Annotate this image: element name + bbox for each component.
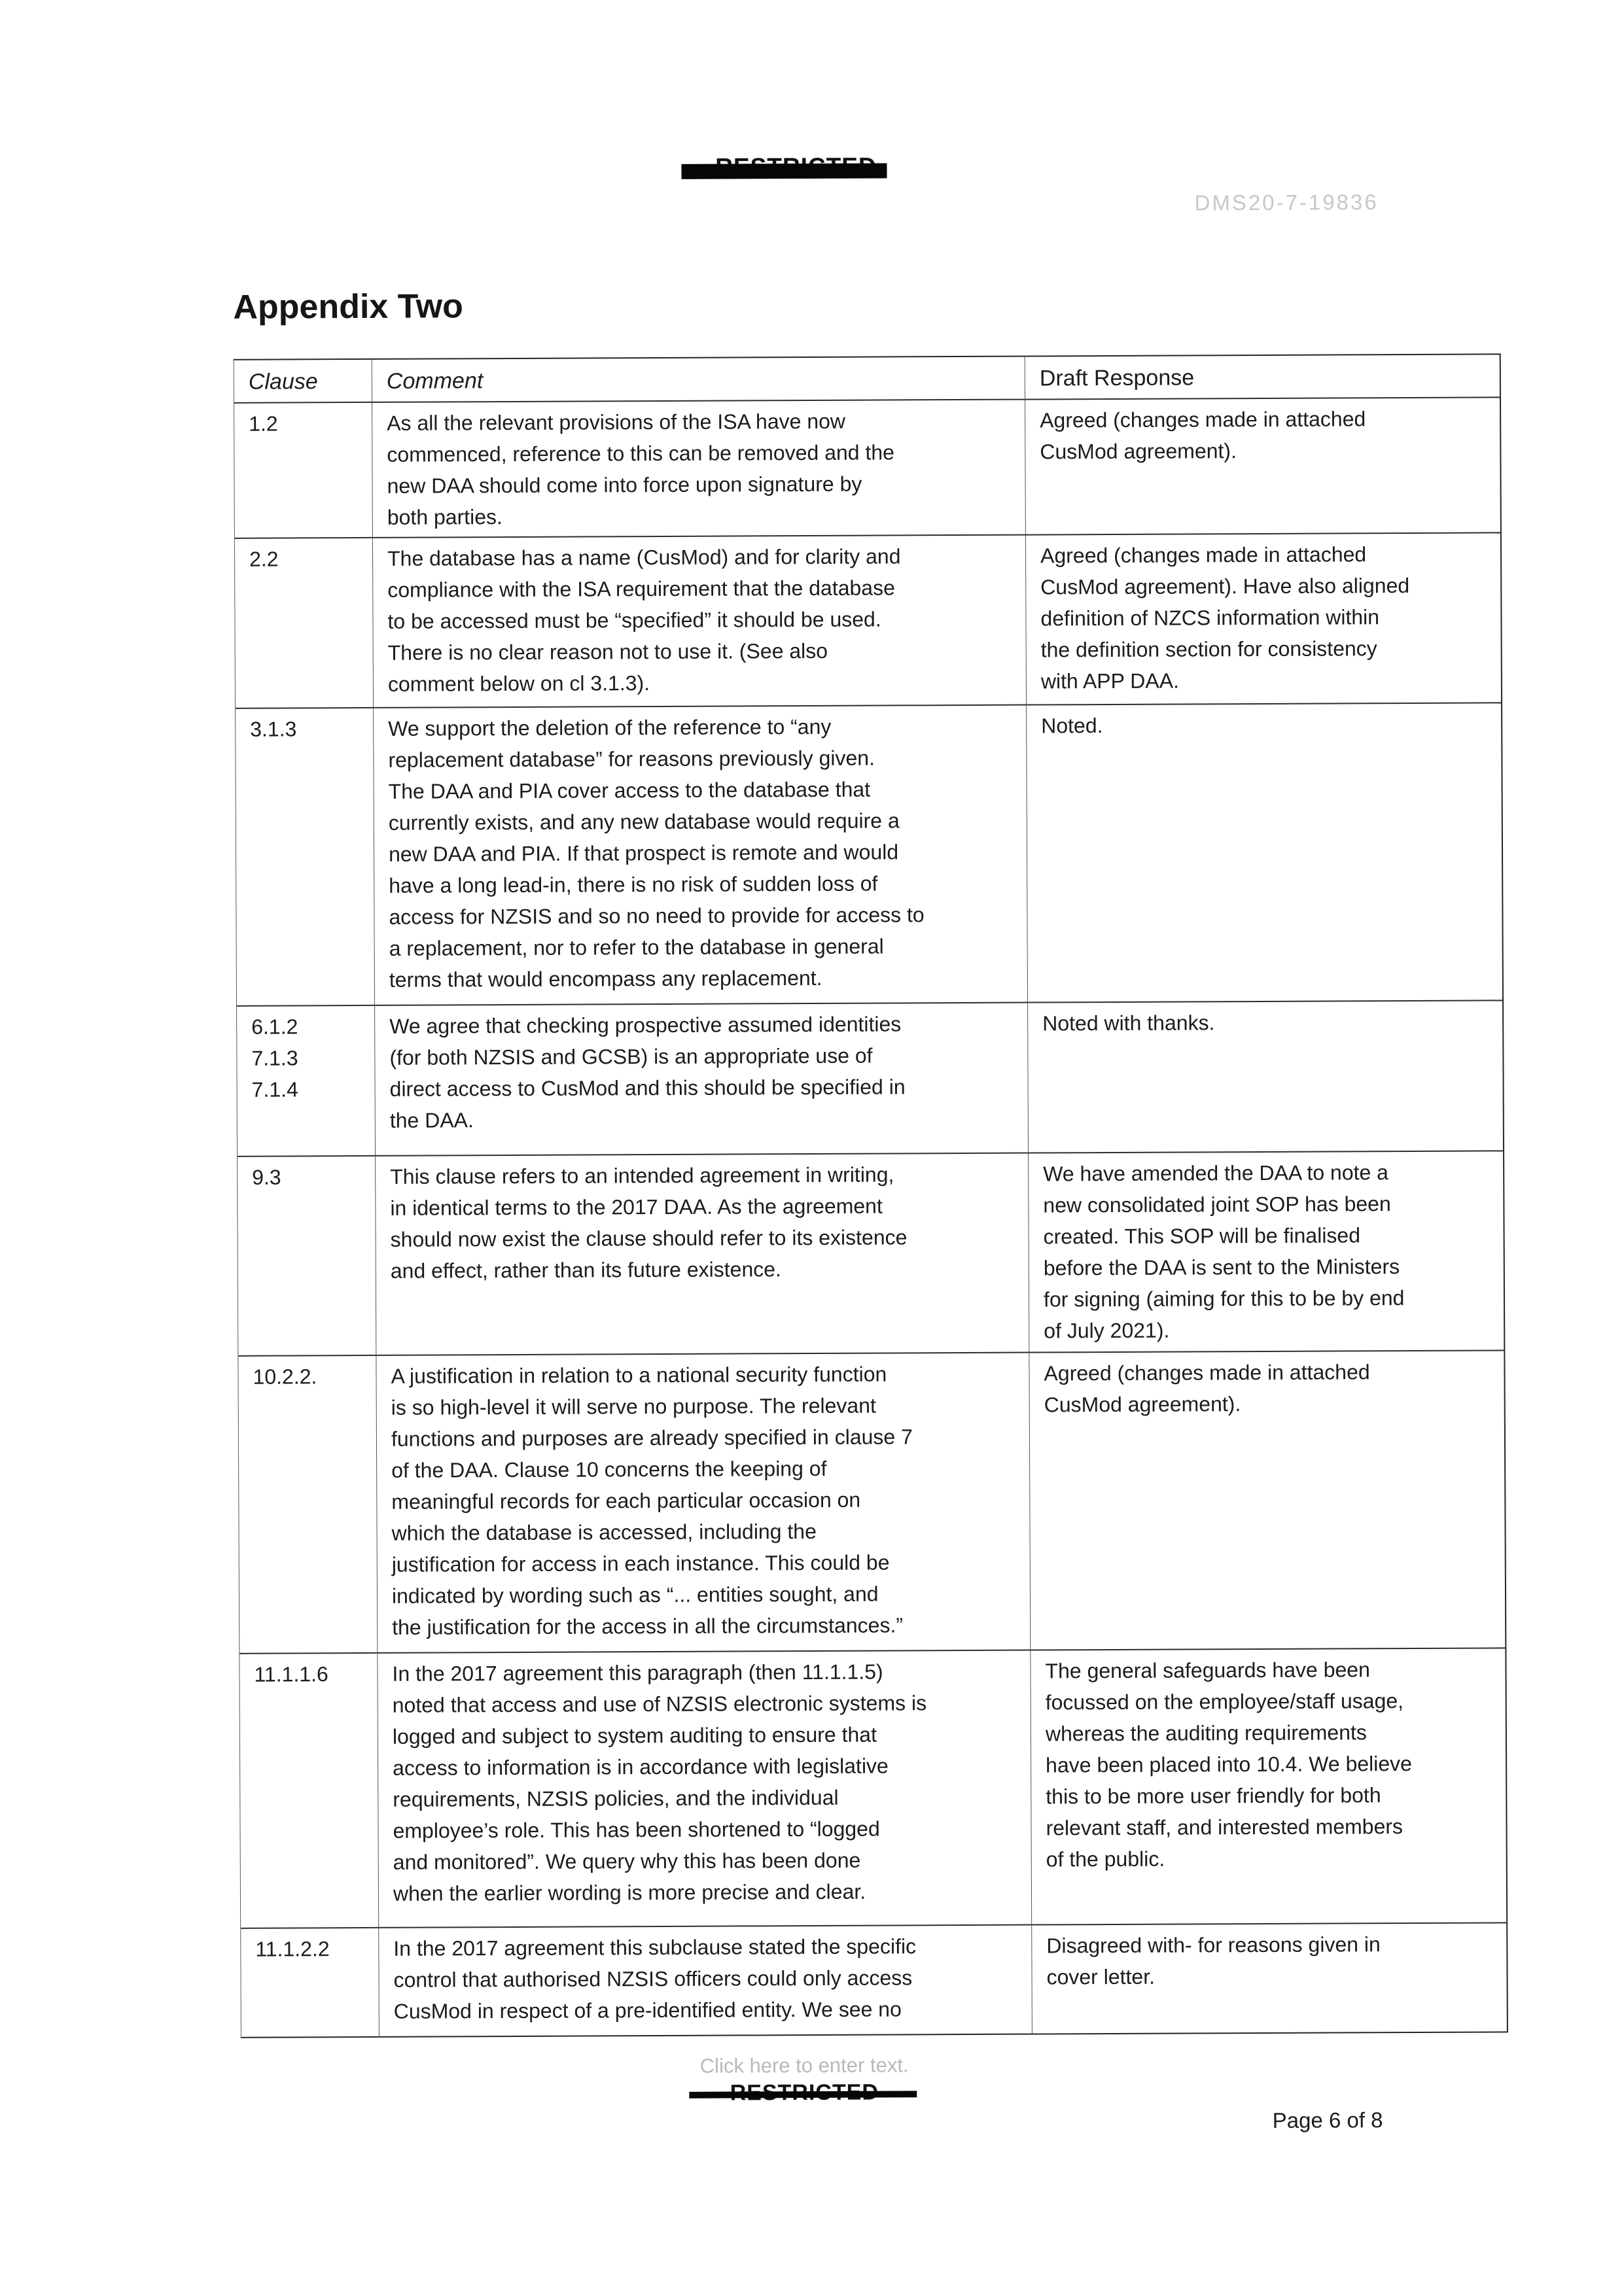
comment-cell: The database has a name (CusMod) and for clarity and compliance with the ISA requirement that the database to be accessed must be “specified” it should be used. There is no clear reason not to use it. (See also comment below on cl 3.1.3). [373, 536, 1027, 708]
restricted-marking-top [715, 153, 877, 181]
redaction-bar-bottom [690, 2091, 917, 2098]
clause-cell: 3.1.3 [236, 708, 375, 1007]
comment-cell: We agree that checking prospective assumed identities (for both NZSIS and GCSB) is an appropriate use of direct access to CusMod and this should be specified in the DAA. [375, 1003, 1029, 1157]
column-header-clause: Clause [234, 360, 372, 404]
response-cell: Noted. [1027, 703, 1502, 1003]
clause-cell: 10.2.2. [238, 1356, 378, 1654]
clause-cell: 11.1.2.2 [241, 1928, 380, 2037]
comment-cell: In the 2017 agreement this subclause stated the specific control that authorised NZSIS officers could only access CusMod in respect of a pre-identified entity. We see no [379, 1926, 1033, 2036]
comment-cell: This clause refers to an intended agreement in writing, in identical terms to the 2017 DAA. As the agreement should now exist the clause should refer to its existence and effect, rather than its future existence. [376, 1154, 1029, 1356]
column-header-comment: Comment [372, 357, 1025, 403]
page-number: Page 6 of 8 [1272, 2108, 1383, 2132]
comment-cell: A justification in relation to a national security function is so high-level it will serve no purpose. The relevant functions and purposes are already specified in clause 7 of the DAA. Clause 10 concerns the keeping of meaningful records for each particular occasion on which the database is accessed, including the justification for access in each instance. This could be indicated by wording such as “... entities sought, and the justification for the access in all the circumstances.” [376, 1353, 1031, 1654]
comment-cell: In the 2017 agreement this paragraph (then 11.1.1.5) noted that access and use of NZSIS electronic systems is logged and subject to system auditing to ensure that access to information is in accordance with legislative requirements, NZSIS policies, and the individual employee’s role. This has been shortened to “logged and monitored”. We query why this has been done when the earlier wording is more precise and clear. [378, 1651, 1032, 1928]
clause-cell: 1.2 [234, 403, 373, 539]
column-header-draft-response: Draft Response [1025, 355, 1500, 400]
clause-cell: 9.3 [238, 1157, 376, 1357]
enter-text-placeholder: Click here to enter text. [699, 2053, 909, 2078]
clause-cell: 11.1.1.6 [239, 1654, 379, 1929]
restricted-marking-bottom [730, 2080, 879, 2106]
response-cell: Agreed (changes made in attached CusMod agreement). Have also aligned definition of NZCS information within the definition section for consistency with APP DAA. [1026, 533, 1501, 705]
classification-header [0, 150, 1597, 184]
comment-cell: We support the deletion of the reference to “any replacement database” for reasons previously given. The DAA and PIA cover access to the database that currently exists, and any new database would require a new DAA and PIA. If that prospect is remote and would have a long lead-in, there is no risk of sudden loss of access for NZSIS and so no need to provide for access to a replacement, nor to refer to the database in general terms that would encompass any replacement. [374, 706, 1028, 1006]
response-cell: We have amended the DAA to note a new consolidated joint SOP has been created. This SOP will be finalised before the DAA is sent to the Ministers for signing (aiming for this to be by end of July 2021). [1029, 1151, 1504, 1353]
redaction-bar-top [681, 163, 887, 179]
response-cell: Disagreed with- for reasons given in cover letter. [1046, 1932, 1381, 1989]
clause-cell: 6.1.2 7.1.3 7.1.4 [237, 1006, 376, 1157]
document-reference-number: DMS20-7-19836 [1194, 190, 1379, 215]
page-title: Appendix Two [233, 287, 463, 326]
comment-cell: As all the relevant provisions of the ISA have now commenced, reference to this can be removed and the new DAA should come into force upon signature by both parties. [372, 400, 1026, 538]
response-cell: Noted with thanks. [1028, 1001, 1503, 1153]
classification-footer [0, 2077, 1616, 2110]
response-cell: The general safeguards have been focussed on the employee/staff usage, whereas the auditing requirements have been placed into 10.4. We believe this to be more user friendly for both relevant staff, and interested members of the public. [1031, 1648, 1506, 1925]
comments-table [234, 353, 1508, 2038]
response-cell: Agreed (changes made in attached CusMod agreement). [1025, 398, 1500, 535]
clause-cell: 2.2 [235, 538, 374, 709]
response-cell: Agreed (changes made in attached CusMod agreement). [1029, 1351, 1505, 1650]
